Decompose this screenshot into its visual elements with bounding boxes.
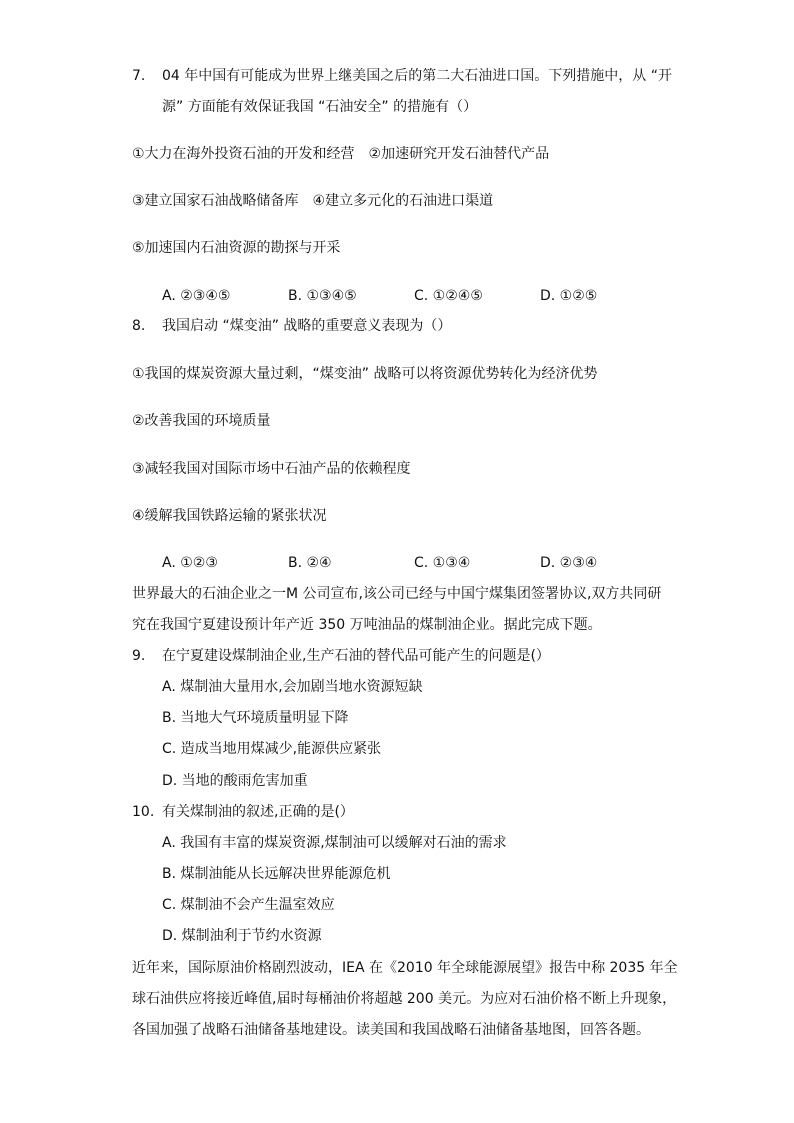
q7-item-1: ①大力在海外投资石油的开发和经营 ②加速研究开发石油替代产品: [132, 146, 550, 162]
q8-item-1: ①我国的煤炭资源大量过剩，“煤变油” 战略可以将资源优势转化为经济优势: [132, 366, 598, 382]
q8-item-3: ③减轻我国对国际市场中石油产品的依赖程度: [132, 461, 411, 477]
q8-stem: 我国启动 “煤变油” 战略的重要意义表现为（）: [162, 318, 452, 334]
passage2-line3: 各国加强了战略石油储备基地建设。读美国和我国战略石油储备基地图，回答各题。: [132, 1022, 650, 1038]
q7-option-d: D. ①②⑤: [540, 288, 598, 304]
q7-option-b: B. ①③④⑤: [288, 288, 357, 304]
q8-item-4: ④缓解我国铁路运输的紧张状况: [132, 508, 327, 524]
q10-option-d: D. 煤制油利于节约水资源: [162, 928, 322, 944]
q7-stem-line2: 源” 方面能有效保证我国 “石油安全” 的措施有（）: [162, 99, 478, 115]
passage1-line2: 究在我国宁夏建设预计年产近 350 万吨油品的煤制油企业。据此完成下题。: [132, 617, 602, 633]
q7-option-a: A. ②③④⑤: [162, 288, 231, 304]
q7-number: 7.: [132, 68, 146, 84]
q8-options: [162, 553, 597, 573]
q7-item-2: ③建立国家石油战略储备库 ④建立多元化的石油进口渠道: [132, 193, 494, 209]
q7-item-3: ⑤加速国内石油资源的勘探与开采: [132, 240, 341, 256]
q10-number: 10.: [132, 804, 155, 820]
q9-option-c: C. 造成当地用煤减少,能源供应紧张: [162, 741, 382, 757]
q8-item-2: ②改善我国的环境质量: [132, 413, 271, 429]
q8-option-b: B. ②④: [288, 555, 332, 571]
q10-option-a: A. 我国有丰富的煤炭资源,煤制油可以缓解对石油的需求: [162, 835, 507, 851]
q8-option-a: A. ①②③: [162, 555, 218, 571]
q7-option-c: C. ①②④⑤: [414, 288, 483, 304]
q8-option-d: D. ②③④: [540, 555, 598, 571]
q10-option-c: C. 煤制油不会产生温室效应: [162, 897, 335, 913]
q9-option-d: D. 当地的酸雨危害加重: [162, 773, 308, 789]
q9-option-b: B. 当地大气环境质量明显下降: [162, 710, 349, 726]
q7-options: [162, 286, 597, 306]
q9-stem: 在宁夏建设煤制油企业,生产石油的替代品可能产生的问题是(）: [162, 648, 550, 664]
passage2-line1: 近年来，国际原油价格剧烈波动，IEA 在《2010 年全球能源展望》报告中称 2035 年全: [132, 960, 678, 976]
q10-stem: 有关煤制油的叙述,正确的是(）: [162, 804, 354, 820]
q7-stem-line1: 04 年中国有可能成为世界上继美国之后的第二大石油进口国。下列措施中，从 “开: [162, 68, 672, 84]
passage2-line2: 球石油供应将接近峰值,届时每桶油价将超越 200 美元。为应对石油价格不断上升现象，: [132, 991, 677, 1007]
q8-number: 8.: [132, 318, 146, 334]
q9-number: 9.: [132, 648, 146, 664]
q9-option-a: A. 煤制油大量用水,会加剧当地水资源短缺: [162, 679, 423, 695]
q8-option-c: C. ①③④: [414, 555, 471, 571]
passage1-line1: 世界最大的石油企业之一M 公司宣布,该公司已经与中国宁煤集团签署协议,双方共同研: [132, 586, 662, 602]
q10-option-b: B. 煤制油能从长远解决世界能源危机: [162, 866, 391, 882]
